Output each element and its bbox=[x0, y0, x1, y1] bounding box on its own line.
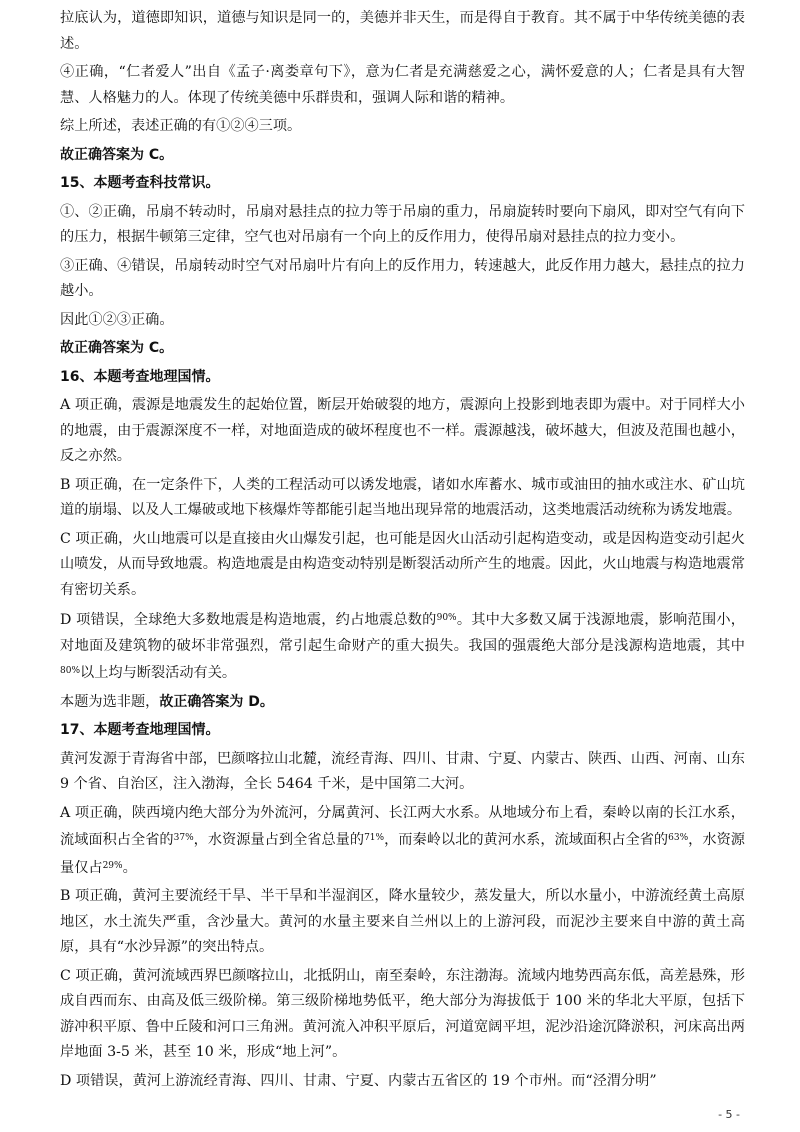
answer-heading bbox=[60, 365, 745, 391]
answer-heading bbox=[60, 718, 745, 744]
answer-heading bbox=[60, 143, 745, 169]
page-number: - 5 - bbox=[718, 1108, 740, 1121]
percentage-value: 90% bbox=[436, 613, 457, 623]
paragraph bbox=[60, 1069, 745, 1095]
paragraph bbox=[60, 747, 745, 798]
paragraph bbox=[60, 254, 745, 305]
text-segment: 因此①②③正确。 bbox=[60, 311, 174, 328]
text-segment: 黄河发源于青海省中部，巴颜喀拉山北麓，流经青海、四川、甘肃、宁夏、内蒙古、陕西、山西、河南、山东 9 个省、自治区，注入渤海，全长 5464 千米，是中国第二大河。 bbox=[60, 750, 745, 792]
paragraph bbox=[60, 606, 745, 687]
text-segment: A 项正确，陕西境内绝大部分为外流河，分属黄河、长江两大水系。从地域分布上看，秦岭以南的长江水系，流域面积占全省的 bbox=[60, 804, 745, 848]
text-segment: ，而秦岭以北的黄河水系，流域面积占全省的 bbox=[384, 832, 669, 848]
text-segment: 故正确答案为 C。 bbox=[60, 146, 174, 163]
text-segment: 。 bbox=[122, 859, 137, 876]
paragraph bbox=[60, 884, 745, 961]
paragraph bbox=[60, 527, 745, 604]
text-segment: 以上均与断裂活动有关。 bbox=[80, 665, 237, 681]
text-segment: 17、本题考查地理国情。 bbox=[60, 722, 220, 738]
percentage-value: 63% bbox=[668, 833, 689, 843]
text-segment: A 项正确，震源是地震发生的起始位置，断层开始破裂的地方，震源向上投影到地表即为震中。对于同样大小的地震，由于震源深度不一样，对地面造成的破坏程度也不一样。震源越浅，破坏越大，但波及范围也越小，反之亦然。 bbox=[60, 397, 745, 464]
text-segment: B 项正确，在一定条件下，人类的工程活动可以诱发地震，诸如水库蓄水、城市或油田的抽水或注水、矿山坑道的崩塌、以及人工爆破或地下核爆炸等都能引起当地出现异常的地震活动，这类地震活动统称为诱发地震。 bbox=[60, 476, 745, 518]
answer-explanation-text bbox=[60, 6, 745, 1097]
text-segment: 。其中大多数又属于浅源地震，影响范围小，对地面及建筑物的破坏非常强烈，常引起生命财产的重大损失。我国的强震绝大部分是浅源构造地震，其中 bbox=[60, 612, 745, 654]
text-segment: B 项正确，黄河主要流经干旱、半干旱和半湿润区，降水量较少，蒸发量大，所以水量小，中游流经黄土高原地区，水土流失严重，含沙量大。黄河的水量主要来自兰州以上的上游河段，而泥沙主要来自中游的黄土高原，具有“水沙异源”的突出特点。 bbox=[60, 888, 745, 955]
text-segment: C 项正确，火山地震可以是直接由火山爆发引起，也可能是因火山活动引起构造变动，或是因构造变动引起火山喷发，从而导致地震。构造地震是由构造变动特别是断裂活动所产生的地震。因此，火山地震与构造地震常有密切关系。 bbox=[60, 530, 745, 598]
answer-heading bbox=[60, 336, 745, 362]
text-segment: ③正确、④错误，吊扇转动时空气对吊扇叶片有向上的反作用力，转速越大，此反作用力越大，悬挂点的拉力越小。 bbox=[60, 257, 745, 299]
percentage-value: 71% bbox=[364, 833, 385, 843]
text-segment: ④正确，“仁者爱人”出自《孟子·离娄章句下》，意为仁者是充满慈爱之心，满怀爱意的人；仁者是具有大智慧、人格魅力的人。体现了传统美德中乐群贵和，强调人际和谐的精神。 bbox=[60, 64, 745, 106]
paragraph bbox=[60, 801, 745, 882]
percentage-value: 29% bbox=[102, 860, 123, 871]
answer-heading bbox=[60, 171, 745, 197]
text-segment: 故正确答案为 C。 bbox=[60, 340, 174, 356]
text-segment: D 项错误，黄河上游流经青海、四川、甘肃、宁夏、内蒙古五省区的 19 个市州。而“泾渭分明” bbox=[60, 1072, 657, 1089]
text-segment: 拉底认为，道德即知识，道德与知识是同一的，美德并非天生，而是得自于教育。其不属于中华传统美德的表述。 bbox=[60, 10, 745, 52]
text-segment: 16、本题考查地理国情。 bbox=[60, 368, 220, 385]
text-segment: D 项错误，全球绝大多数地震是构造地震，约占地震总数的 bbox=[60, 612, 437, 628]
paragraph bbox=[60, 308, 745, 334]
percentage-value: 80% bbox=[60, 666, 81, 676]
paragraph bbox=[60, 60, 745, 111]
paragraph bbox=[60, 964, 745, 1066]
paragraph bbox=[60, 473, 745, 524]
text-segment: 综上所述，表述正确的有①②④三项。 bbox=[60, 118, 302, 134]
paragraph bbox=[60, 114, 745, 140]
text-segment: ①、②正确，吊扇不转动时，吊扇对悬挂点的拉力等于吊扇的重力，吊扇旋转时要向下扇风，即对空气有向下的压力，根据牛顿第三定律，空气也对吊扇有一个向上的反作用力，使得吊扇对悬挂点的拉力变小。 bbox=[60, 203, 745, 245]
percentage-value: 37% bbox=[173, 833, 194, 843]
text-segment: ，水资源量占到全省总量的 bbox=[193, 832, 365, 848]
text-segment: ，水资源量仅占 bbox=[60, 832, 745, 876]
text-segment: 本题为选非题， bbox=[60, 693, 160, 710]
paragraph bbox=[60, 200, 745, 251]
paragraph bbox=[60, 393, 745, 470]
text-segment: 15、本题考查科技常识。 bbox=[60, 175, 220, 191]
paragraph bbox=[60, 690, 745, 716]
paragraph bbox=[60, 6, 745, 57]
answer-conclusion: 故正确答案为 D。 bbox=[159, 693, 274, 710]
text-segment: C 项正确，黄河流域西界巴颜喀拉山，北抵阴山，南至秦岭，东注渤海。流域内地势西高东低，高差悬殊，形成自西而东、由高及低三级阶梯。第三级阶梯地势低平，绝大部分为海拔低于 100 米的华北大平原，包括下游冲积平原、鲁中丘陵和河口三角洲。黄河流入冲积平原后，河道宽阔平坦，泥沙沿途沉降淤积，河床高出两岸地面 3-5 米，甚至 10 米，形成“地上河”。 bbox=[60, 967, 745, 1060]
